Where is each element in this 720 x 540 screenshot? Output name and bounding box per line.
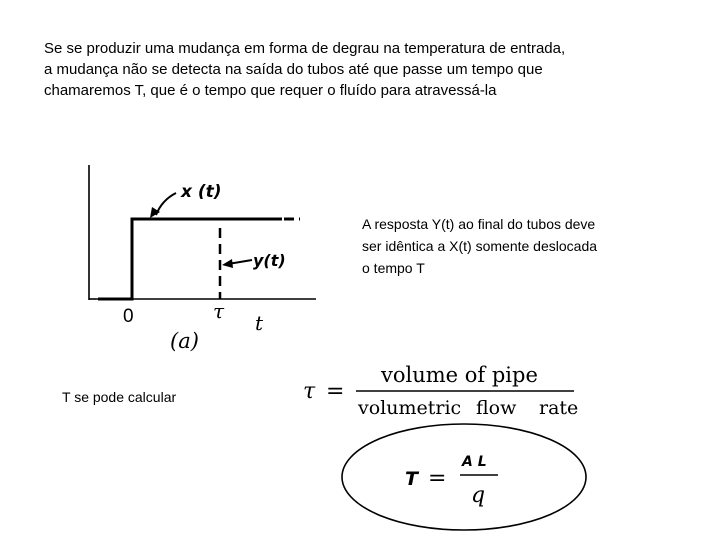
formula1-equals: = bbox=[326, 379, 345, 404]
formula2-denominator: q bbox=[471, 483, 486, 508]
calc-label: T se pode calcular bbox=[62, 389, 177, 405]
origin-label: 0 bbox=[123, 306, 134, 327]
intro-line-3: chamaremos T, que é o tempo que requer o fluído para atravessá-la bbox=[44, 82, 497, 99]
formula2-highlight-ellipse bbox=[342, 424, 586, 530]
formula2-lhs: T bbox=[405, 468, 418, 490]
intro-line-1: Se se produzir uma mudança em forma de degrau na temperatura de entrada, bbox=[44, 40, 566, 57]
formula2-numerator: A L bbox=[462, 454, 487, 470]
formula1-lhs: τ bbox=[303, 379, 316, 404]
intro-line-2: a mudança não se detecta na saída do tubos até que passe um tempo que bbox=[44, 61, 543, 78]
formula1-denominator-flow: flow bbox=[476, 397, 517, 419]
y-signal-label: y(t) bbox=[253, 251, 286, 270]
response-line-2: ser idêntica a X(t) somente deslocada bbox=[362, 238, 598, 254]
response-line-3: o tempo T bbox=[362, 260, 425, 276]
x-signal-label: x (t) bbox=[181, 182, 222, 202]
t-axis-label: t bbox=[255, 311, 264, 335]
formula1-denominator-rate: rate bbox=[539, 397, 579, 419]
formula2-equals: = bbox=[428, 466, 447, 491]
panel-label: (a) bbox=[170, 329, 199, 353]
tau-axis-label: τ bbox=[213, 299, 225, 323]
formula1-numerator: volume of pipe bbox=[381, 363, 538, 387]
response-text bbox=[362, 213, 662, 279]
formula1-denominator-volumetric: volumetric bbox=[358, 397, 462, 419]
response-line-1: A resposta Y(t) ao final do tubos deve bbox=[362, 216, 596, 232]
y-label-arrowhead bbox=[222, 259, 233, 268]
